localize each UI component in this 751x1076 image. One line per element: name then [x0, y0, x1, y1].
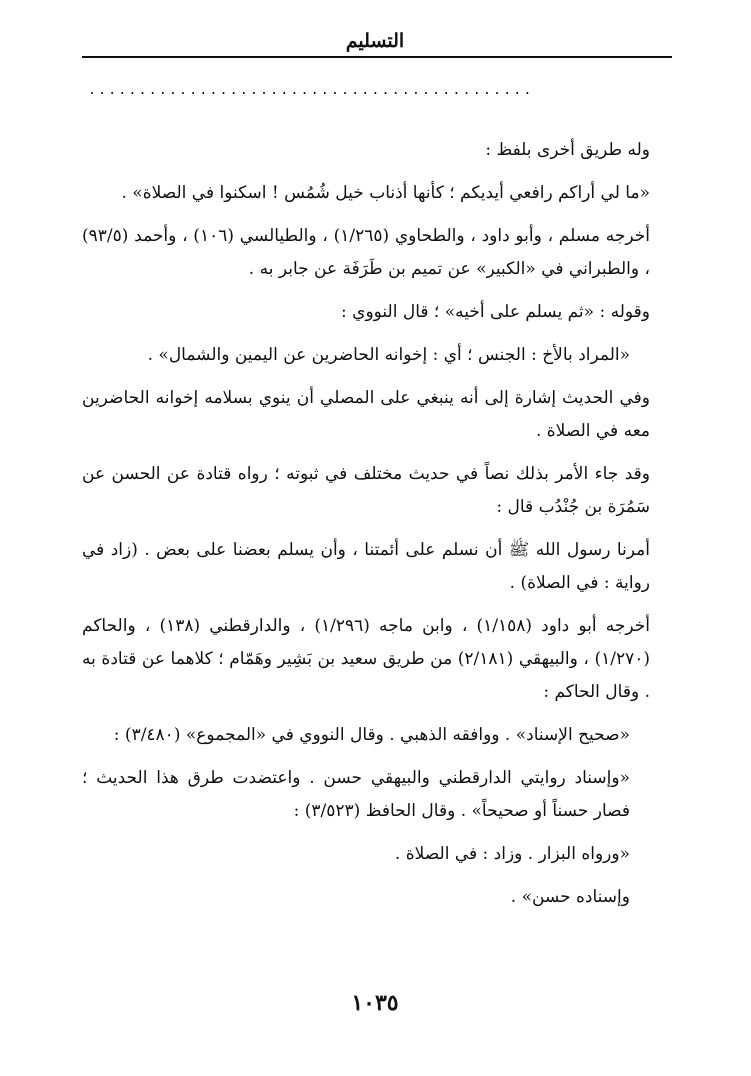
page-body [82, 134, 670, 924]
page-number: ١٠٣٥ [351, 990, 399, 1016]
nawawi-quote: «المراد بالأخ : الجنس ؛ أي : إخوانه الحاضرين عن اليمين والشمال» . [147, 345, 630, 365]
nawawi-majmu-quote: «وإسناد روايتي الدارقطني والبيهقي حسن . واعتضدت طرق هذا الحديث ؛ فصار حسناً أو صحيحاً» . وقال الحافظ (٣/٥٢٣) : [82, 768, 630, 821]
dot-leader: ............................................ [88, 86, 534, 96]
hakim-quote: «صحيح الإسناد» . ووافقه الذهبي . وقال النووي في «المجموع» (٣/٤٨٠) : [113, 725, 630, 745]
takhrij-paragraph: أخرجه مسلم ، وأبو داود ، والطحاوي (١/٢٦٥) ، والطيالسي (١٠٦) ، وأحمد (٩٣/٥) ، والطبراني في «الكبير» عن تميم بن طَرَفَة عن جابر به . [82, 226, 650, 279]
narration-intro: وقد جاء الأمر بذلك نصاً في حديث مختلف في ثبوته ؛ رواه قتادة عن الحسن عن سَمُرَة بن جُنْدُب قال : [82, 464, 650, 517]
takhrij-paragraph-2: أخرجه أبو داود (١/١٥٨) ، وابن ماجه (١/٢٩٦) ، والدارقطني (١٣٨) ، والحاكم (١/٢٧٠) ، والبيهقي (٢/١٨١) من طريق سعيد بن بَشِير وهَمّام ؛ كلاهما عن قتادة به . وقال الحاكم : [82, 616, 650, 702]
header-rule [82, 56, 672, 58]
running-title: التسليم [345, 30, 405, 52]
hadith-text: أمرنا رسول الله ﷺ أن نسلم على أئمتنا ، وأن يسلم بعضنا على بعض . (زاد في رواية : في الصلاة) . [82, 540, 650, 593]
paragraph-intro: وله طريق أخرى بلفظ : [485, 140, 650, 160]
isnad-quote: وإسناده حسن» . [510, 887, 630, 907]
hadith-quote: «ما لي أراكم رافعي أيديكم ؛ كأنها أذناب خيل شُمُس ! اسكنوا في الصلاة» . [121, 183, 650, 203]
explanation-paragraph: وفي الحديث إشارة إلى أنه ينبغي على المصلي أن ينوي بسلامه إخوانه الحاضرين معه في الصلاة . [82, 388, 650, 441]
bazzar-quote: «ورواه البزار . وزاد : في الصلاة . [394, 844, 630, 864]
commentary-line: وقوله : «ثم يسلم على أخيه» ؛ قال النووي : [341, 302, 650, 322]
